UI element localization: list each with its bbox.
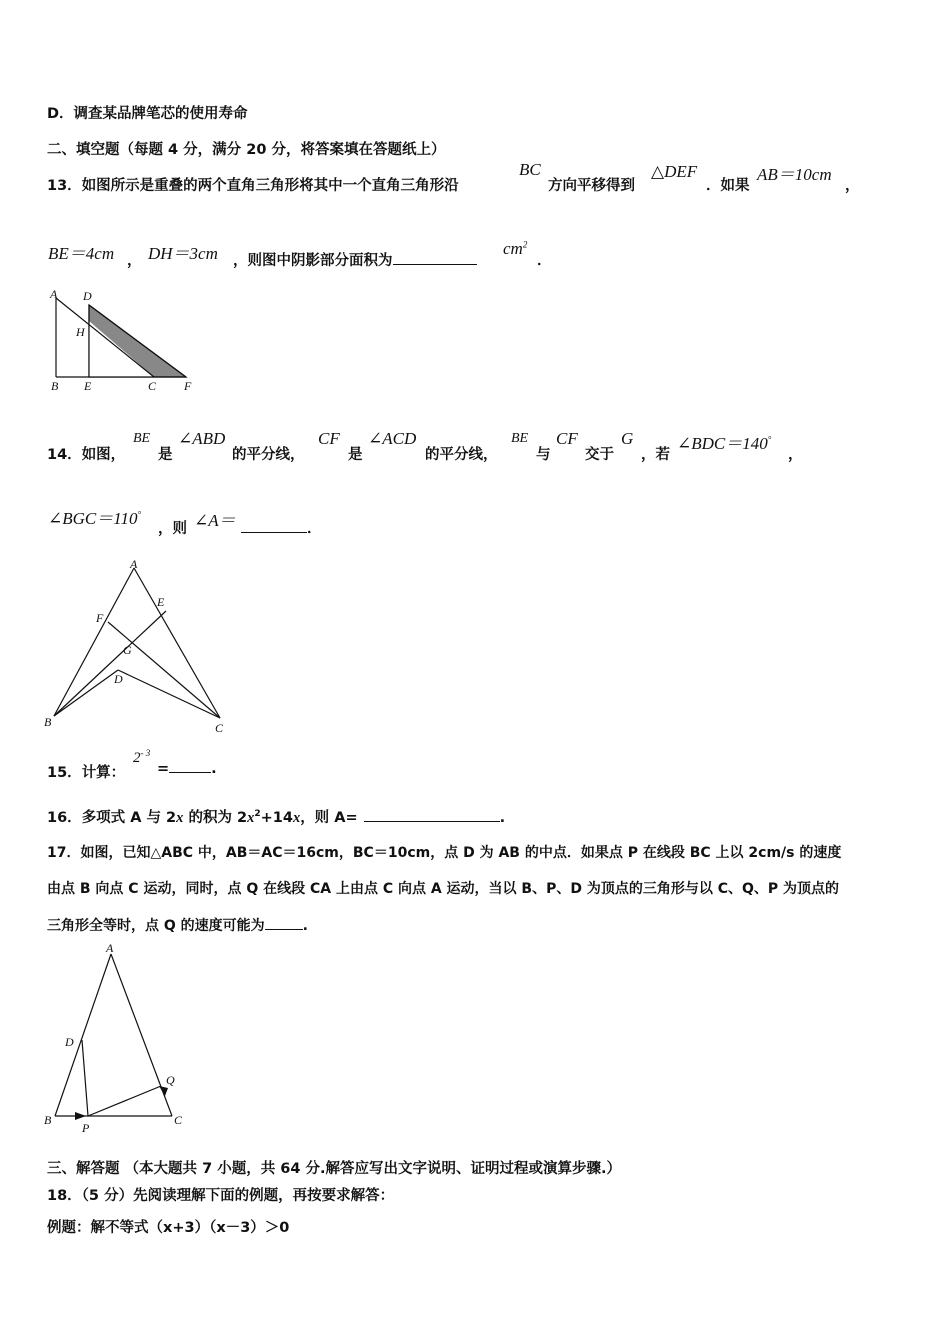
q13-label-f: F: [184, 379, 192, 393]
q13-math-be: BE＝4cm: [48, 244, 115, 263]
q14-math-bgc: ∠BGC＝110°: [48, 509, 142, 528]
q13-text3: ．如果: [706, 178, 750, 194]
section3-title: 三、解答题 （本大题共 7 小题，共 64 分.解答应写出文字说明、证明过程或演算步骤.）: [47, 1161, 622, 1177]
q13-math-bc: BC: [519, 160, 541, 179]
q13-text4: ，则图中阴影部分面积为: [233, 249, 477, 270]
q17-label-p: P: [82, 1121, 90, 1135]
q14-label-e: E: [157, 595, 165, 609]
q17-line1: 17．如图，已知△ABC 中，AB＝AC＝16cm，BC＝10cm，点 D 为 AB 的中点．如果点 P 在线段 BC 上以 2cm/s 的速度: [47, 845, 842, 861]
q13-math-ab: AB＝10cm: [757, 165, 832, 184]
q14-text4: 是: [348, 447, 363, 463]
prev-option-d: D．调查某品牌笔芯的使用寿命: [47, 106, 248, 122]
q14-math-cf: CF: [318, 429, 340, 448]
q14-answer-blank[interactable]: [241, 532, 307, 533]
q17-number: 17．: [47, 845, 81, 861]
q14-math-abd: ∠ABD: [178, 429, 226, 448]
q13-label-c: C: [148, 379, 157, 393]
q14-label-g: G: [123, 643, 132, 657]
q13-line1: [47, 174, 459, 195]
q14-label-f: F: [96, 611, 104, 625]
q17-label-c: C: [174, 1113, 183, 1127]
q14-text9: ，: [788, 447, 803, 463]
q18-line1: 18．（5 分）先阅读理解下面的例题，再按要求解答：: [47, 1188, 395, 1204]
q13-label-a: A: [50, 287, 58, 301]
q16-number: 16．: [47, 810, 82, 826]
q14-math-a: ∠A＝: [194, 511, 236, 530]
q17-line3: 三角形全等时，点 Q 的速度可能为 .: [47, 918, 308, 934]
q17-label-b: B: [44, 1113, 52, 1127]
q16-line: 16．多项式 A 与 2x 的积为 $2x^2+14x$，则 A= .: [47, 809, 506, 826]
q17-label-q: Q: [166, 1073, 175, 1087]
q13-label-e: E: [84, 379, 92, 393]
q13-text1: 如图所示是重叠的两个直角三角形将其中一个直角三角形沿: [81, 178, 459, 194]
q14-label-d: D: [114, 672, 123, 686]
q17-answer-blank[interactable]: [265, 929, 303, 930]
q17-label-a: A: [106, 941, 114, 955]
q14-text2: 是: [158, 447, 173, 463]
q14-label-a: A: [130, 557, 138, 571]
section2-title: 二、填空题（每题 4 分，满分 20 分，将答案填在答题纸上）: [47, 142, 446, 158]
q14-math-cf2: CF: [556, 429, 578, 448]
q13-number: 13．: [47, 178, 82, 194]
q13-text5: ．: [537, 253, 552, 269]
q14-lead: 14．如图，: [47, 447, 126, 463]
q15-answer-blank[interactable]: [169, 772, 211, 773]
q14-answer: ．: [241, 517, 322, 538]
q13-label-h: H: [76, 325, 85, 339]
q14-math-acd: ∠ACD: [368, 429, 417, 448]
q14-math-be2: BE: [511, 431, 529, 446]
q14-text5: 的平分线，: [425, 447, 498, 463]
q15-number: 15．: [47, 765, 82, 781]
q15-lead: 15．计算：: [47, 765, 126, 781]
q13-label-d: D: [83, 289, 92, 303]
q14-text8: ，若: [641, 447, 670, 463]
q14-text6: 与: [536, 447, 551, 463]
q13-comma1: ，: [845, 178, 860, 194]
q14-label-b: B: [44, 715, 52, 729]
q17-label-d: D: [65, 1035, 74, 1049]
q17-line2: 由点 B 向点 C 运动，同时，点 Q 在线段 CA 上由点 C 向点 A 运动，当以 B、P、D 为顶点的三角形与以 C、Q、P 为顶点的: [47, 881, 840, 897]
q14-text7: 交于: [585, 447, 614, 463]
q14-math-be: BE: [133, 431, 151, 446]
q13-figure: [44, 286, 204, 394]
q14-text10: ，则: [158, 521, 187, 537]
q14-number: 14．: [47, 447, 82, 463]
q15-answer: = .: [157, 761, 217, 777]
q13-math-def: △DEF: [651, 162, 698, 181]
q13-answer-blank[interactable]: [393, 264, 477, 265]
q13-comma2: ，: [127, 253, 142, 269]
q13-label-b: B: [51, 379, 59, 393]
q14-math-g: G: [621, 429, 634, 448]
q14-label-c: C: [215, 721, 224, 735]
q18-line2: 例题：解不等式（x+3）（x－3）＞0: [47, 1220, 290, 1236]
q13-math-dh: DH＝3cm: [148, 244, 218, 263]
q14-text3: 的平分线，: [232, 447, 305, 463]
q17-figure: [40, 940, 200, 1140]
q13-text2: 方向平移得到: [548, 178, 635, 194]
q15-math-power: $2^{- 3}$: [133, 748, 151, 766]
q16-answer-blank[interactable]: [364, 821, 500, 822]
q14-math-bdc: ∠BDC＝140°: [677, 434, 772, 453]
q13-math-unit: $cm^2$: [503, 239, 528, 258]
q14-figure: [42, 556, 242, 736]
q17-arrow-p: [75, 1112, 86, 1120]
